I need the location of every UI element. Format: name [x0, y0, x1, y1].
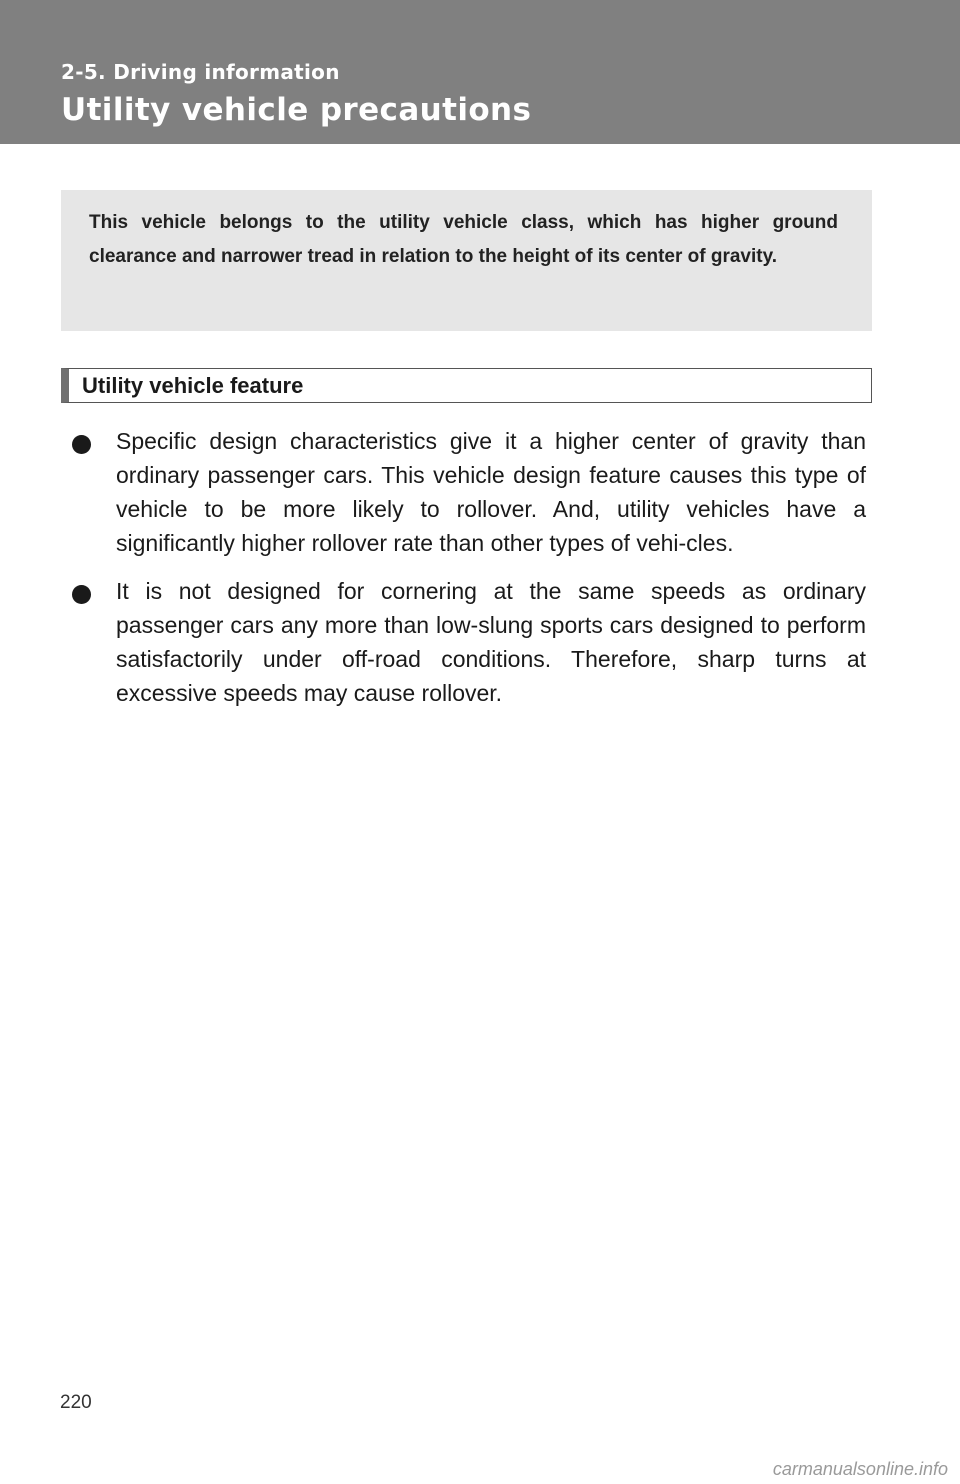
bullet-icon	[72, 585, 91, 604]
list-item	[72, 574, 866, 710]
intro-box	[61, 190, 872, 331]
bullet-list	[72, 424, 866, 724]
bullet-text: It is not designed for cornering at the same speeds as ordinary passenger cars any more than low-slung sports cars designed to perform satisfactorily under off-road conditions. Therefore, sharp turns at excessive speeds may cause rollover.	[116, 578, 866, 706]
list-item	[72, 424, 866, 560]
subsection-heading: Utility vehicle feature	[82, 373, 304, 398]
header-band	[0, 0, 960, 144]
intro-text: This vehicle belongs to the utility vehicle class, which has higher ground clearance and narrower tread in relation to the height of its center of gravity.	[89, 212, 838, 267]
watermark: carmanualsonline.info	[772, 1459, 948, 1479]
subsection-heading-bar	[61, 368, 872, 403]
bullet-text: Specific design characteristics give it a higher center of gravity than ordinary passenger cars. This vehicle design feature causes this type of vehicle to be more likely to rollover. And, utility vehicles have a significantly higher rollover rate than other types of vehi-cles.	[116, 428, 866, 556]
page-number: 220	[60, 1392, 92, 1413]
bullet-icon	[72, 435, 91, 454]
page-title: Utility vehicle precautions	[61, 92, 532, 128]
section-label: 2-5. Driving information	[61, 60, 340, 84]
